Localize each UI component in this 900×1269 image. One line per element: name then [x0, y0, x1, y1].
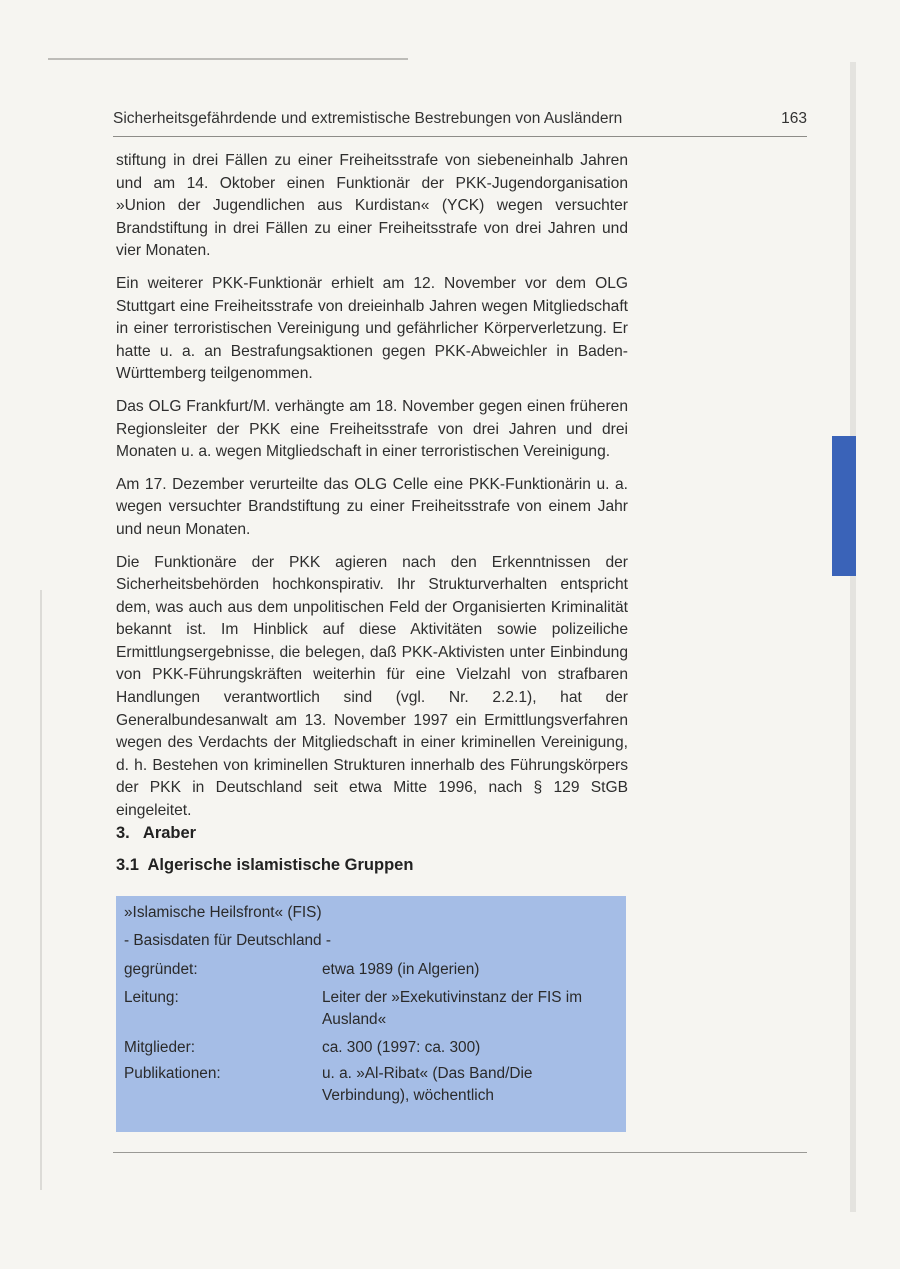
paragraph: Die Funktionäre der PKK agieren nach den Erkenntnissen der Sicherheitsbehörden hochkonspirativ. Ihr Strukturverhalten entspricht dem, was auch aus dem unpolitischen Feld der Organisierten Kriminalität bekannt ist. Im Hinblick auf diese Aktivitäten sowie polizeiliche Ermittlungsergebnisse, die belegen, daß PKK-Aktivisten unter Einbindung von PKK-Führungskräften weiterhin für eine Vielzahl von strafbaren Handlungen verantwortlich sind (vgl. Nr. 2.2.1), hat der Generalbundesanwalt am 13. November 1997 ein Ermittlungsverfahren wegen des Verdachts der Mitgliedschaft in einer kriminellen Vereinigung, d. h. Bestehen von kriminellen Strukturen innerhalb des Führungskörpers der PKK in Deutschland seit etwa Mitte 1996, nach § 129 StGB eingeleitet.: [116, 553, 628, 820]
running-header-title: Sicherheitsgefährdende und extremistische Bestrebungen von Ausländern: [113, 110, 623, 127]
infobox-value: ca. 300 (1997: ca. 300): [322, 1039, 481, 1056]
infobox-label: gegründet:: [124, 961, 198, 978]
infobox-organization-name: »Islamische Heilsfront« (FIS): [124, 904, 322, 921]
paragraph: stiftung in drei Fällen zu einer Freiheitsstrafe von siebeneinhalb Jahren und am 14. Oktober einen Funktionär der PKK-Jugendorganisation »Union der Jugendlichen aus Kurdistan« (YCK) wegen versuchter Brandstiftung in drei Fällen zu einer Freiheitsstrafe von drei Jahren und vier Monaten.: [116, 152, 628, 260]
infobox-value: u. a. »Al-Ribat« (Das Band/Die Verbindung), wöchentlich: [322, 1065, 533, 1104]
basic-data-infobox: [116, 896, 626, 1132]
chapter-thumb-tab: [832, 436, 856, 576]
page-number: 163: [781, 110, 807, 127]
body-text: [116, 150, 628, 823]
left-margin-shadow: [40, 590, 42, 1190]
infobox-row-founded: [124, 959, 618, 981]
infobox-label: Publikationen:: [124, 1065, 221, 1082]
top-edge-rule: [48, 58, 408, 60]
infobox-label: Mitglieder:: [124, 1039, 195, 1056]
paragraph: Am 17. Dezember verurteilte das OLG Celle eine PKK-Funktionärin u. a. wegen versuchter Brandstiftung zu einer Freiheitsstrafe von einem Jahr und neun Monaten.: [116, 475, 628, 538]
footer-rule: [113, 1152, 807, 1153]
infobox-row-publications: [124, 1063, 618, 1129]
infobox-subtitle: - Basisdaten für Deutschland -: [124, 932, 332, 949]
infobox-label: Leitung:: [124, 989, 179, 1006]
page-right-edge: [850, 62, 856, 1212]
paragraph: Das OLG Frankfurt/M. verhängte am 18. November gegen einen früheren Regionsleiter der PKK eine Freiheitsstrafe von drei Jahren und drei Monaten u. a. wegen Mitgliedschaft in einer terroristischen Vereinigung.: [116, 397, 628, 461]
infobox-row-members: [124, 1037, 618, 1059]
paragraph: Ein weiterer PKK-Funktionär erhielt am 12. November vor dem OLG Stuttgart eine Freiheitsstrafe von dreieinhalb Jahren wegen Mitgliedschaft in einer terroristischen Vereinigung und gefährlicher Körperverletzung. Er hatte u. a. an Bestrafungsaktionen gegen PKK-Abweichler in Baden-Württemberg teilgenommen.: [116, 274, 628, 383]
header-rule: [113, 136, 807, 137]
infobox-value: etwa 1989 (in Algerien): [322, 961, 480, 978]
section-heading: 3. Araber: [116, 824, 197, 842]
subsection-heading: 3.1 Algerische islamistische Gruppen: [116, 856, 414, 874]
running-header: [113, 110, 807, 132]
infobox-value: Leiter der »Exekutivinstanz der FIS im Ausland«: [322, 989, 583, 1028]
infobox-row-leadership: [124, 987, 618, 1031]
